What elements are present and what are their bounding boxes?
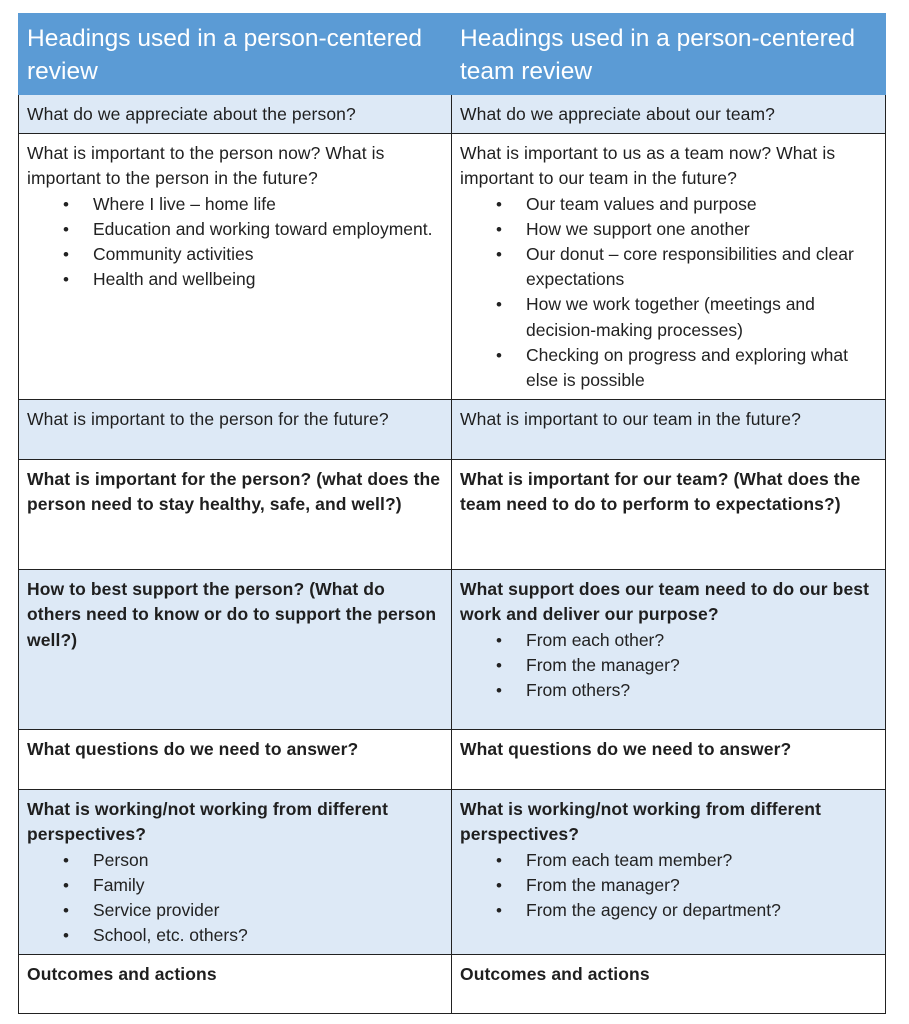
bullet-list [460, 192, 877, 394]
header-person-centered-review: Headings used in a person-centered review [19, 14, 452, 95]
list-item: • Service provider [27, 898, 443, 923]
row-cell-team [452, 730, 886, 790]
question-text: What is important to our team in the future? [460, 409, 801, 430]
list-item: • Community activities [27, 242, 443, 267]
row-cell-person [19, 95, 452, 134]
question-text: What questions do we need to answer? [27, 739, 359, 760]
question-text: What is important for our team? (What does the team need to do to perform to expectations?) [460, 469, 861, 515]
list-item: • Checking on progress and exploring what else is possible [460, 343, 877, 393]
bullet-list [460, 628, 877, 704]
list-item: • Person [27, 848, 443, 873]
question-text: Outcomes and actions [27, 964, 217, 985]
question-text: What do we appreciate about our team? [460, 104, 775, 124]
list-item: • Our team values and purpose [460, 192, 877, 217]
question-text: What is important to the person for the future? [27, 409, 389, 430]
bullet-list [460, 848, 877, 924]
table-row [19, 400, 886, 460]
table-row [19, 790, 886, 955]
table-row [19, 730, 886, 790]
list-item: • Where I live – home life [27, 192, 443, 217]
table-row [19, 95, 886, 134]
row-cell-person [19, 790, 452, 955]
question-text: What is important for the person? (what does the person need to stay healthy, safe, and well?) [27, 469, 441, 515]
question-text: What questions do we need to answer? [460, 739, 792, 760]
question-text: Outcomes and actions [460, 964, 650, 985]
question-text: What is working/not working from different perspectives? [460, 799, 822, 845]
row-cell-person [19, 460, 452, 570]
list-item: • Health and wellbeing [27, 267, 443, 292]
row-cell-person [19, 400, 452, 460]
list-item: • From each other? [460, 628, 877, 653]
bullet-list [27, 848, 443, 949]
row-cell-person [19, 730, 452, 790]
question-text: What is important to the person now? What is important to the person in the future? [27, 143, 385, 189]
table-row [19, 955, 886, 1014]
list-item: • From the manager? [460, 873, 877, 898]
question-text: What support does our team need to do our best work and deliver our purpose? [460, 579, 870, 625]
table-row [19, 570, 886, 730]
list-item: • School, etc. others? [27, 923, 443, 948]
list-item: • From others? [460, 678, 877, 703]
row-cell-person [19, 570, 452, 730]
list-item: • Education and working toward employment. [27, 217, 443, 242]
table-row [19, 134, 886, 400]
row-cell-team [452, 95, 886, 134]
list-item: • Our donut – core responsibilities and clear expectations [460, 242, 877, 292]
row-cell-team [452, 460, 886, 570]
row-cell-person [19, 955, 452, 1014]
row-cell-team [452, 570, 886, 730]
header-person-centered-team-review: Headings used in a person-centered team review [452, 14, 886, 95]
list-item: • How we support one another [460, 217, 877, 242]
table-row [19, 460, 886, 570]
question-text: What do we appreciate about the person? [27, 104, 356, 124]
row-cell-team [452, 134, 886, 400]
list-item: • How we work together (meetings and decision-making processes) [460, 292, 877, 342]
bullet-list [27, 192, 443, 293]
question-text: How to best support the person? (What do others need to know or do to support the person well?) [27, 579, 437, 650]
row-cell-team [452, 955, 886, 1014]
table-header-row [19, 14, 886, 95]
row-cell-person [19, 134, 452, 400]
question-text: What is working/not working from different perspectives? [27, 799, 389, 845]
row-cell-team [452, 790, 886, 955]
review-headings-table [18, 13, 886, 1014]
list-item: • From each team member? [460, 848, 877, 873]
list-item: • From the manager? [460, 653, 877, 678]
list-item: • From the agency or department? [460, 898, 877, 923]
question-text: What is important to us as a team now? What is important to our team in the future? [460, 143, 836, 189]
list-item: • Family [27, 873, 443, 898]
row-cell-team [452, 400, 886, 460]
